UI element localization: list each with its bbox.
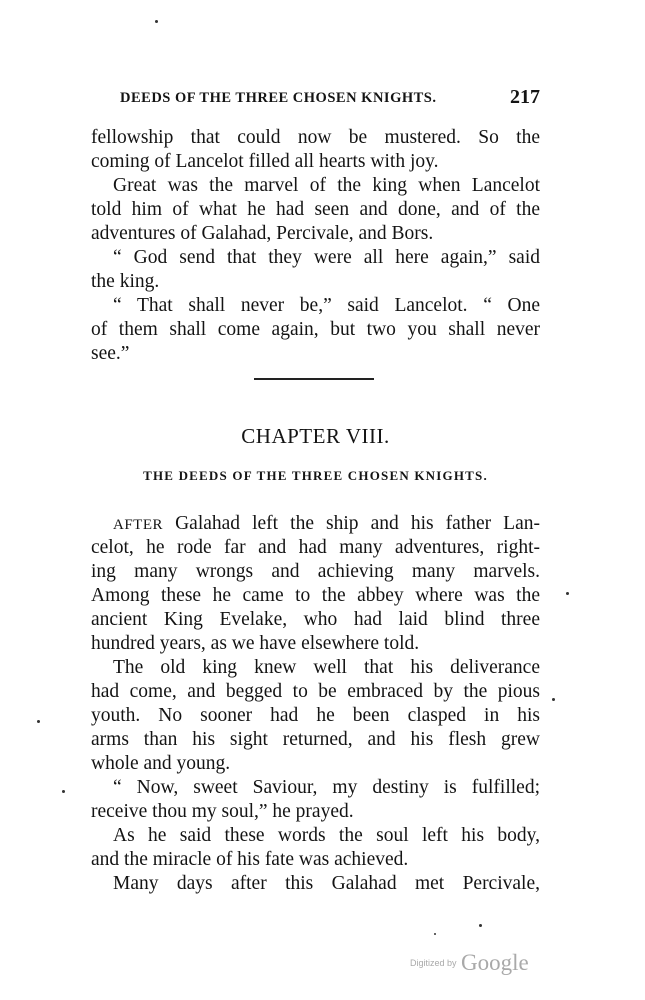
text-line: Among these he came to the abbey where was the [91,585,540,606]
text-line: Great was the marvel of the king when Lancelot [113,175,540,196]
text-line: youth. No sooner had he been clasped in his [91,705,540,726]
running-header [120,86,540,112]
first-line-rest: Galahad left the ship and his father Lan- [163,513,540,534]
text-line: the king. [91,271,160,292]
scan-speck [479,924,482,927]
text-line: arms than his sight returned, and his flesh grew [91,729,540,750]
text-line: As he said these words the soul left his body, [113,825,540,846]
text-line: of them shall come again, but two you shall never [91,319,540,340]
text-line: “ That shall never be,” said Lancelot. “ One [113,295,540,316]
text-line: see.” [91,343,130,364]
watermark-prefix: Digitized by [410,958,457,968]
text-line: whole and young. [91,753,231,774]
scan-speck [155,20,158,23]
scan-speck [552,698,555,701]
text-line: and the miracle of his fate was achieved. [91,849,409,870]
running-title: DEEDS OF THE THREE CHOSEN KNIGHTS. [120,90,437,106]
digitized-watermark [410,950,550,980]
small-caps-opening: AFTER [113,517,164,533]
chapter-subtitle: THE DEEDS OF THE THREE CHOSEN KNIGHTS. [143,468,488,483]
text-line: ing many wrongs and achieving many marvels. [91,561,540,582]
text-line: celot, he rode far and had many adventures, right- [91,537,540,558]
text-line: receive thou my soul,” he prayed. [91,801,354,822]
text-line: fellowship that could now be mustered. So the [91,127,540,148]
watermark-brand: Google [460,950,529,975]
scan-speck [566,592,569,595]
text-line [91,512,540,536]
scan-speck [62,790,65,793]
page-number: 217 [510,86,540,108]
text-line: Many days after this Galahad met Percivale, [113,873,540,894]
section-divider [254,378,374,380]
text-line: told him of what he had seen and done, and of the [91,199,540,220]
text-line: The old king knew well that his deliverance [113,657,540,678]
scan-speck [37,720,40,723]
chapter-title: CHAPTER VIII. [241,424,390,448]
text-line: “ God send that they were all here again,” said [113,247,540,268]
text-line: hundred years, as we have elsewhere told. [91,633,420,654]
text-line: adventures of Galahad, Percivale, and Bors. [91,223,434,244]
text-line: coming of Lancelot filled all hearts with joy. [91,151,439,172]
text-line: “ Now, sweet Saviour, my destiny is fulfilled; [113,777,540,798]
scan-speck [434,933,436,935]
text-line: had come, and begged to be embraced by the pious [91,681,540,702]
text-line: ancient King Evelake, who had laid blind three [91,609,540,630]
